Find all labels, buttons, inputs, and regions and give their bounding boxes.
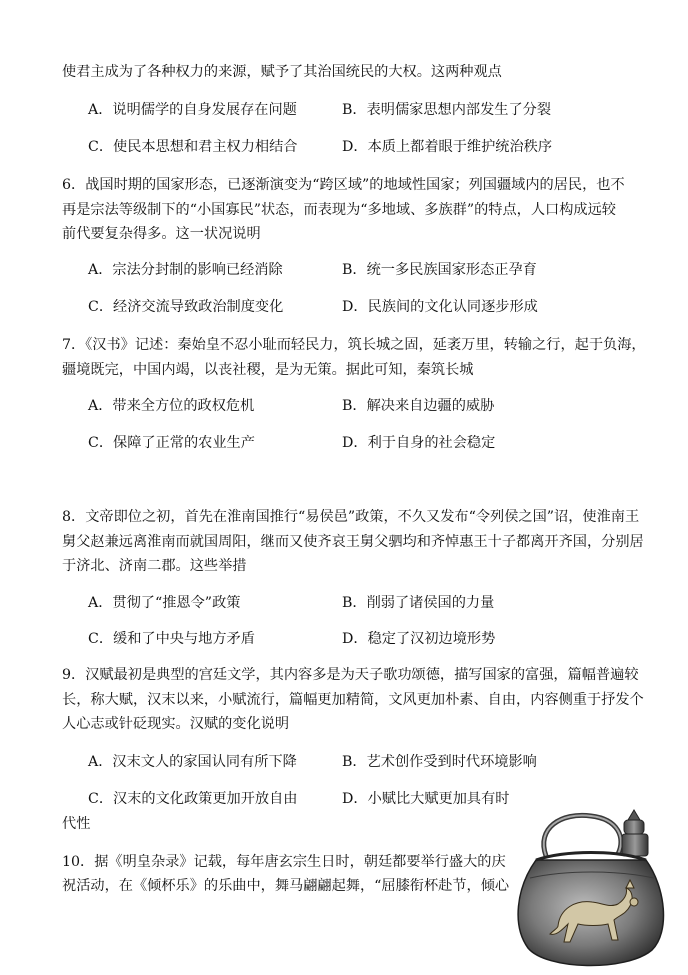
q6-stem-line-2: 再是宗法等级制下的“小国寡民”状态，而表现为“多地域、多族群”的特点，人口构成远较 <box>62 202 616 218</box>
q5-option-b[interactable]: B．表明儒家思想内部发生了分裂 <box>342 102 552 118</box>
q8-stem-line-3: 于济北、济南二郡。这些举措 <box>62 558 247 574</box>
q9-option-c[interactable]: C．汉末的文化政策更加开放自由 <box>88 791 298 807</box>
q7-stem-line-1: 7．《汉书》记述：秦始皇不忍小耻而轻民力，筑长城之固，延袤万里，转输之行，起于负海， <box>62 337 646 353</box>
q8-option-c[interactable]: C．缓和了中央与地方矛盾 <box>88 631 255 647</box>
q5-stem-line: 使君主成为了各种权力的来源，赋予了其治国统民的大权。这两种观点 <box>62 64 502 80</box>
q6-stem-line-1: 6．战国时期的国家形态，已逐渐演变为“跨区域”的地域性国家；列国疆域内的居民，也不 <box>62 177 625 193</box>
q6-option-b[interactable]: B．统一多民族国家形态正孕育 <box>342 262 537 278</box>
q6-option-c[interactable]: C．经济交流导致政治制度变化 <box>88 299 284 315</box>
silver-flask-dancing-horse-icon <box>506 808 686 971</box>
q9-option-d-wrap: 代性 <box>62 816 91 832</box>
q7-option-b[interactable]: B．解决来自边疆的威胁 <box>342 398 495 414</box>
q7-option-a[interactable]: A．带来全方位的政权危机 <box>88 398 255 414</box>
q9-option-b[interactable]: B．艺术创作受到时代环境影响 <box>342 754 537 770</box>
q9-stem-line-2: 长，称大赋，汉末以来，小赋流行，篇幅更加精简，文风更加朴素、自由，内容侧重于抒发个 <box>62 692 644 708</box>
q9-option-d[interactable]: D．小赋比大赋更加具有时 <box>342 791 510 807</box>
q9-option-a[interactable]: A．汉末文人的家国认同有所下降 <box>88 754 297 770</box>
q7-option-d[interactable]: D．利于自身的社会稳定 <box>342 435 496 451</box>
q8-option-d[interactable]: D．稳定了汉初边境形势 <box>342 631 496 647</box>
q5-option-c[interactable]: C．使民本思想和君主权力相结合 <box>88 139 298 155</box>
q8-option-a[interactable]: A．贯彻了“推恩令”政策 <box>88 595 241 611</box>
q6-option-d[interactable]: D．民族间的文化认同逐步形成 <box>342 299 538 315</box>
q7-stem-line-2: 疆境既完，中国内竭，以丧社稷，是为无策。据此可知，秦筑长城 <box>62 362 474 378</box>
q8-option-b[interactable]: B．削弱了诸侯国的力量 <box>342 595 495 611</box>
q8-stem-line-2: 舅父赵兼远离淮南而就国周阳，继而又使齐哀王舅父驷均和齐悼惠王十子都离开齐国，分别居 <box>62 534 644 550</box>
q6-stem-line-3: 前代要复杂得多。这一状况说明 <box>62 226 261 242</box>
q8-stem-line-1: 8．文帝即位之初，首先在淮南国推行“易侯邑”政策，不久又发布“令列侯之国”诏，使淮南王 <box>62 509 640 525</box>
q9-stem-line-3: 人心志或针砭现实。汉赋的变化说明 <box>62 716 290 732</box>
q5-option-a[interactable]: A．说明儒学的自身发展存在问题 <box>88 102 297 118</box>
q10-stem-line-1: 10．据《明皇杂录》记载，每年唐玄宗生日时，朝廷都要举行盛大的庆 <box>62 854 506 870</box>
q7-option-c[interactable]: C．保障了正常的农业生产 <box>88 435 255 451</box>
q9-stem-line-1: 9．汉赋最初是典型的宫廷文学，其内容多是为天子歌功颂德，描写国家的富强，篇幅普遍较 <box>62 667 639 683</box>
q10-stem-line-2: 祝活动，在《倾杯乐》的乐曲中，舞马翩翩起舞，“屈膝衔杯赴节，倾心 <box>62 878 510 894</box>
q5-option-d[interactable]: D．本质上都着眼于维护统治秩序 <box>342 139 553 155</box>
q6-option-a[interactable]: A．宗法分封制的影响已经消除 <box>88 262 283 278</box>
silver-flask-dancing-horse-image <box>506 808 686 971</box>
